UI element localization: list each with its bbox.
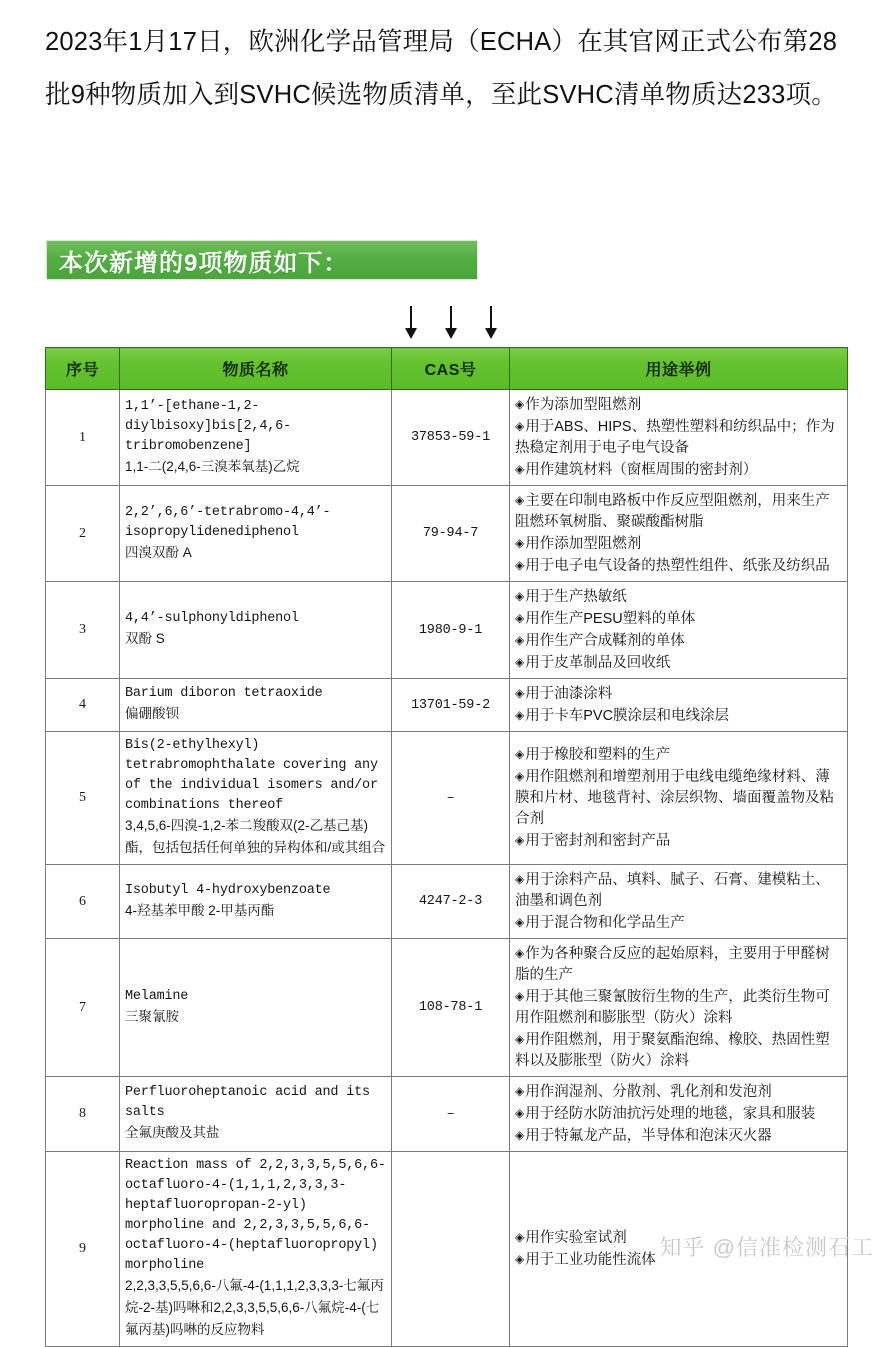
cell-cas-number: –	[392, 732, 510, 865]
cell-substance-name	[120, 390, 392, 486]
substance-name-cn: 3,4,5,6-四溴-1,2-苯二羧酸双(2-乙基己基)酯，包括包括任何单独的异构体和/或其组合	[125, 818, 386, 855]
substance-name-cn: 偏硼酸钡	[125, 706, 179, 721]
table-body	[46, 390, 848, 1347]
use-item: ◈ 用作建筑材料（窗框周围的密封剂）	[515, 459, 842, 481]
substance-name-en: 2,2’,6,6’-tetrabromo-4,4’-isopropylidenediphenol	[125, 504, 331, 540]
cell-use-examples	[510, 1077, 848, 1152]
cell-cas-number: 79-94-7	[392, 486, 510, 582]
substance-name-cn: 4-羟基苯甲酸 2-甲基丙酯	[125, 902, 275, 918]
substance-name-cn: 2,2,3,3,5,5,6,6-八氟-4-(1,1,1,2,3,3,3-七氟丙烷-2-基)吗啉和2,2,3,3,5,5,6,6-八氟烷-4-(七氟丙基)吗啉的反应物料	[125, 1278, 384, 1337]
cell-substance-name	[120, 679, 392, 732]
table-row	[46, 865, 848, 939]
cell-use-examples	[510, 679, 848, 732]
use-item: ◈ 作为各种聚合反应的起始原料，主要用于甲醛树脂的生产	[515, 943, 842, 986]
use-item: ◈ 用作生产PESU塑料的单体	[515, 608, 842, 630]
substance-name-en: Isobutyl 4-hydroxybenzoate	[125, 882, 331, 898]
table-row	[46, 582, 848, 679]
cell-use-examples	[510, 582, 848, 679]
table-row	[46, 486, 848, 582]
watermark: 知乎 @信准检测石工	[659, 1235, 874, 1260]
use-item: ◈ 用于工业功能性流体	[515, 1249, 842, 1271]
table-row	[46, 939, 848, 1077]
substance-name-en: 4,4’-sulphonyldiphenol	[125, 611, 299, 626]
use-item: ◈ 用于卡车PVC膜涂层和电线涂层	[515, 705, 842, 727]
substance-name-cn: 全氟庚酸及其盐	[125, 1125, 220, 1140]
cell-substance-name	[120, 865, 392, 939]
column-header-use: 用途举例	[510, 348, 848, 390]
table-row	[46, 390, 848, 486]
arrow-down-group	[402, 306, 532, 342]
cell-no: 6	[46, 865, 120, 939]
cell-substance-name	[120, 582, 392, 679]
cell-substance-name	[120, 1152, 392, 1347]
substance-name-cn: 四溴双酚 A	[125, 544, 192, 560]
use-item: ◈ 用于经防水防油抗污处理的地毯，家具和服装	[515, 1103, 842, 1125]
use-item: ◈ 用作阻燃剂，用于聚氨酯泡绵、橡胶、热固性塑料以及膨胀型（防火）涂料	[515, 1029, 842, 1072]
cell-use-examples	[510, 486, 848, 582]
substance-name-en: Perfluoroheptanoic acid and its salts	[125, 1085, 370, 1120]
cell-substance-name	[120, 1077, 392, 1152]
use-item: ◈ 用于涂料产品、填料、腻子、石膏、建模粘土、油墨和调色剂	[515, 869, 842, 912]
use-item: ◈ 作为添加型阻燃剂	[515, 394, 842, 416]
cell-no: 2	[46, 486, 120, 582]
cell-use-examples	[510, 732, 848, 865]
intro-paragraph: 2023年1月17日，欧洲化学品管理局（ECHA）在其官网正式公布第28批9种物质加入到SVHC候选物质清单，至此SVHC清单物质达233项。	[45, 28, 838, 109]
cell-substance-name	[120, 732, 392, 865]
section-banner-title: 本次新增的9项物质如下：	[59, 249, 349, 277]
use-item: ◈ 用于橡胶和塑料的生产	[515, 744, 842, 766]
cell-cas-number: 37853-59-1	[392, 390, 510, 486]
column-header-no: 序号	[46, 348, 120, 390]
table-header-row	[46, 348, 848, 390]
cell-no: 3	[46, 582, 120, 679]
use-item: ◈ 用于ABS、HIPS、热塑性塑料和纺织品中；作为热稳定剂用于电子电气设备	[515, 416, 842, 459]
substance-name-en: Bis(2-ethylhexyl) tetrabromophthalate covering any of the individual isomers and/or combinations thereof	[125, 738, 378, 813]
substance-name-cn: 三聚氰胺	[125, 1008, 179, 1024]
cell-no: 9	[46, 1152, 120, 1347]
substance-name-en: Reaction mass of 2,2,3,3,5,5,6,6-octafluoro-4-(1,1,1,2,3,3,3-heptafluoropropan-2-yl) morpholine and 2,2,3,3,5,5,6,6-octafluoro-4-(heptafluoropropyl) morpholine	[125, 1158, 386, 1273]
use-item: ◈ 用作生产合成鞣剂的单体	[515, 630, 842, 652]
substance-name-en: Melamine	[125, 988, 189, 1004]
use-item: ◈ 用于电子电气设备的热塑性组件、纸张及纺织品	[515, 555, 842, 577]
cell-cas-number: 13701-59-2	[392, 679, 510, 732]
use-item: ◈ 用于皮革制品及回收纸	[515, 652, 842, 674]
use-item: ◈ 用于生产热敏纸	[515, 586, 842, 608]
cell-no: 4	[46, 679, 120, 732]
section-banner	[46, 240, 478, 280]
arrow-down-icon	[442, 306, 460, 340]
table-row	[46, 732, 848, 865]
svhc-table	[45, 347, 848, 1347]
svhc-table-container	[45, 347, 847, 1347]
cell-substance-name	[120, 939, 392, 1077]
cell-cas-number: 108-78-1	[392, 939, 510, 1077]
use-item: ◈ 用于混合物和化学品生产	[515, 912, 842, 934]
cell-use-examples	[510, 390, 848, 486]
use-item: ◈ 用作润湿剂、分散剂、乳化剂和发泡剂	[515, 1081, 842, 1103]
substance-name-cn: 1,1-二(2,4,6-三溴苯氧基)乙烷	[125, 458, 300, 474]
column-header-name: 物质名称	[120, 348, 392, 390]
cell-use-examples	[510, 865, 848, 939]
use-item: ◈ 用于油漆涂料	[515, 683, 842, 705]
cell-no: 1	[46, 390, 120, 486]
column-header-cas: CAS号	[392, 348, 510, 390]
arrow-down-icon	[402, 306, 420, 340]
substance-name-en: Barium diboron tetraoxide	[125, 686, 323, 701]
use-item: ◈ 主要在印制电路板中作反应型阻燃剂，用来生产阻燃环氧树脂、聚碳酸酯树脂	[515, 490, 842, 533]
substance-name-en: 1,1’-[ethane-1,2-diylbisoxy]bis[2,4,6-tribromobenzene]	[125, 398, 291, 454]
use-item: ◈ 用作添加型阻燃剂	[515, 533, 842, 555]
use-item: ◈ 用作阻燃剂和增塑剂用于电线电缆绝缘材料、薄膜和片材、地毯背衬、涂层织物、墙面覆盖物及粘合剂	[515, 766, 842, 830]
cell-cas-number: –	[392, 1077, 510, 1152]
cell-cas-number	[392, 1152, 510, 1347]
use-item: ◈ 用于其他三聚氰胺衍生物的生产，此类衍生物可用作阻燃剂和膨胀型（防火）涂料	[515, 986, 842, 1029]
cell-substance-name	[120, 486, 392, 582]
cell-no: 7	[46, 939, 120, 1077]
cell-cas-number: 4247-2-3	[392, 865, 510, 939]
cell-use-examples	[510, 939, 848, 1077]
substance-name-cn: 双酚 S	[125, 631, 165, 646]
use-item: ◈ 用于密封剂和密封产品	[515, 830, 842, 852]
table-row	[46, 1077, 848, 1152]
use-item: ◈ 用作实验室试剂	[515, 1227, 842, 1249]
cell-no: 5	[46, 732, 120, 865]
cell-no: 8	[46, 1077, 120, 1152]
arrow-down-icon	[482, 306, 500, 340]
cell-cas-number: 1980-9-1	[392, 582, 510, 679]
table-row	[46, 679, 848, 732]
use-item: ◈ 用于特氟龙产品，半导体和泡沫灭火器	[515, 1125, 842, 1147]
